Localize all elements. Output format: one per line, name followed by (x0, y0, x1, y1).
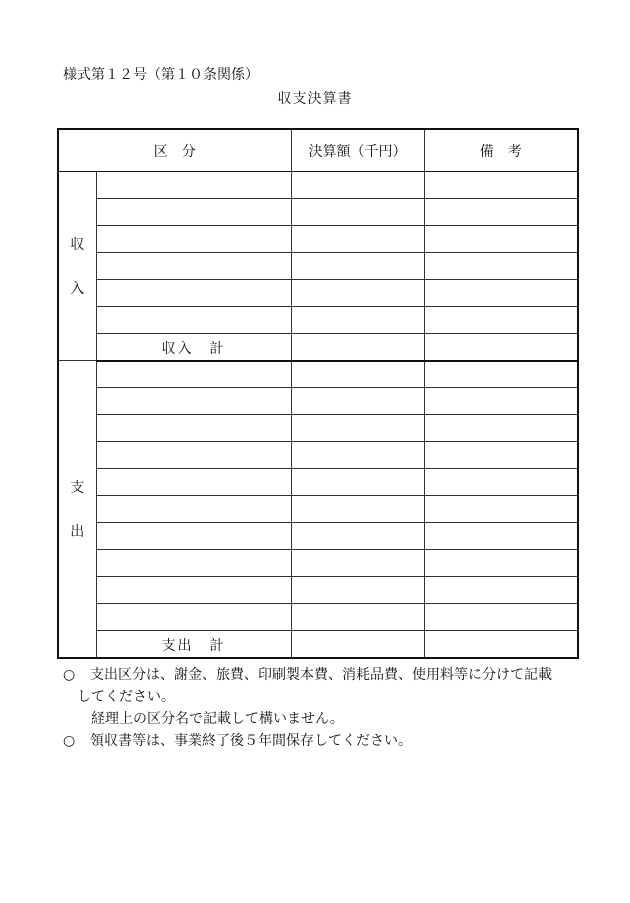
income-remarks-cell[interactable] (424, 253, 578, 280)
form-number: 様式第１２号（第１０条関係） (63, 67, 259, 83)
income-label-char-2: 入 (70, 281, 85, 297)
income-subtotal-label: 収入 計 (96, 334, 291, 361)
notes-section (63, 664, 583, 752)
expense-category-cell[interactable] (96, 415, 291, 442)
expense-amount-cell[interactable] (291, 496, 424, 523)
note-text-supplement: 経理上の区分名で記載して構いません。 (91, 711, 344, 727)
expense-subtotal-amount[interactable] (291, 631, 424, 658)
expense-row (58, 415, 578, 442)
income-category-cell[interactable] (96, 307, 291, 334)
expense-row (58, 361, 578, 388)
income-amount-cell[interactable] (291, 172, 424, 199)
expense-group-label (58, 361, 96, 658)
income-remarks-cell[interactable] (424, 199, 578, 226)
expense-category-cell[interactable] (96, 496, 291, 523)
expense-category-cell[interactable] (96, 577, 291, 604)
expense-row (58, 469, 578, 496)
expense-category-cell[interactable] (96, 604, 291, 631)
income-amount-cell[interactable] (291, 307, 424, 334)
expense-category-cell[interactable] (96, 550, 291, 577)
expense-row (58, 388, 578, 415)
income-category-cell[interactable] (96, 199, 291, 226)
expense-remarks-cell[interactable] (424, 496, 578, 523)
expense-category-cell[interactable] (96, 523, 291, 550)
table-header-row (58, 129, 578, 172)
expense-remarks-cell[interactable] (424, 604, 578, 631)
expense-amount-cell[interactable] (291, 523, 424, 550)
expense-row (58, 442, 578, 469)
income-category-cell[interactable] (96, 172, 291, 199)
expense-amount-cell[interactable] (291, 577, 424, 604)
header-remarks: 備 考 (424, 129, 578, 172)
expense-row (58, 523, 578, 550)
income-section (58, 172, 578, 361)
expense-remarks-cell[interactable] (424, 361, 578, 388)
expense-remarks-cell[interactable] (424, 577, 578, 604)
header-category: 区 分 (58, 129, 291, 172)
expense-row (58, 550, 578, 577)
note-item (63, 664, 583, 686)
expense-remarks-cell[interactable] (424, 415, 578, 442)
income-remarks-cell[interactable] (424, 280, 578, 307)
note-text: 領収書等は、事業終了後５年間保存してください。 (90, 733, 412, 749)
expense-amount-cell[interactable] (291, 604, 424, 631)
settlement-table (57, 128, 579, 659)
income-category-cell[interactable] (96, 280, 291, 307)
expense-amount-cell[interactable] (291, 442, 424, 469)
expense-amount-cell[interactable] (291, 415, 424, 442)
income-row (58, 172, 578, 199)
document-title: 収支決算書 (277, 91, 353, 107)
expense-amount-cell[interactable] (291, 469, 424, 496)
income-remarks-cell[interactable] (424, 307, 578, 334)
income-remarks-cell[interactable] (424, 172, 578, 199)
expense-category-cell[interactable] (96, 442, 291, 469)
income-subtotal-row (58, 334, 578, 361)
income-category-cell[interactable] (96, 253, 291, 280)
expense-section (58, 361, 578, 658)
income-row (58, 253, 578, 280)
income-row (58, 226, 578, 253)
expense-remarks-cell[interactable] (424, 442, 578, 469)
note-bullet: ○ (63, 733, 76, 749)
income-amount-cell[interactable] (291, 253, 424, 280)
income-remarks-cell[interactable] (424, 226, 578, 253)
income-row (58, 280, 578, 307)
note-item (63, 730, 583, 752)
expense-subtotal-row (58, 631, 578, 658)
expense-row (58, 577, 578, 604)
expense-row (58, 604, 578, 631)
income-group-label (58, 172, 96, 361)
income-subtotal-amount[interactable] (291, 334, 424, 361)
expense-amount-cell[interactable] (291, 388, 424, 415)
expense-category-cell[interactable] (96, 469, 291, 496)
expense-subtotal-label: 支出 計 (96, 631, 291, 658)
income-amount-cell[interactable] (291, 226, 424, 253)
expense-subtotal-remarks[interactable] (424, 631, 578, 658)
expense-amount-cell[interactable] (291, 550, 424, 577)
income-amount-cell[interactable] (291, 199, 424, 226)
expense-category-cell[interactable] (96, 388, 291, 415)
header-amount: 決算額（千円） (291, 129, 424, 172)
expense-remarks-cell[interactable] (424, 469, 578, 496)
expense-remarks-cell[interactable] (424, 550, 578, 577)
income-amount-cell[interactable] (291, 280, 424, 307)
expense-label-char-1: 支 (70, 479, 85, 496)
expense-remarks-cell[interactable] (424, 523, 578, 550)
income-subtotal-remarks[interactable] (424, 334, 578, 361)
expense-category-cell[interactable] (96, 361, 291, 388)
income-row (58, 199, 578, 226)
note-text: 支出区分は、謝金、旅費、印刷製本費、消耗品費、使用料等に分けて記載 (90, 667, 552, 683)
note-text-continued: してください。 (77, 689, 175, 705)
income-label-char-1: 収 (70, 237, 85, 253)
note-bullet: ○ (63, 667, 76, 683)
income-category-cell[interactable] (96, 226, 291, 253)
expense-amount-cell[interactable] (291, 361, 424, 388)
expense-row (58, 496, 578, 523)
expense-remarks-cell[interactable] (424, 388, 578, 415)
expense-label-char-2: 出 (70, 523, 85, 540)
income-row (58, 307, 578, 334)
